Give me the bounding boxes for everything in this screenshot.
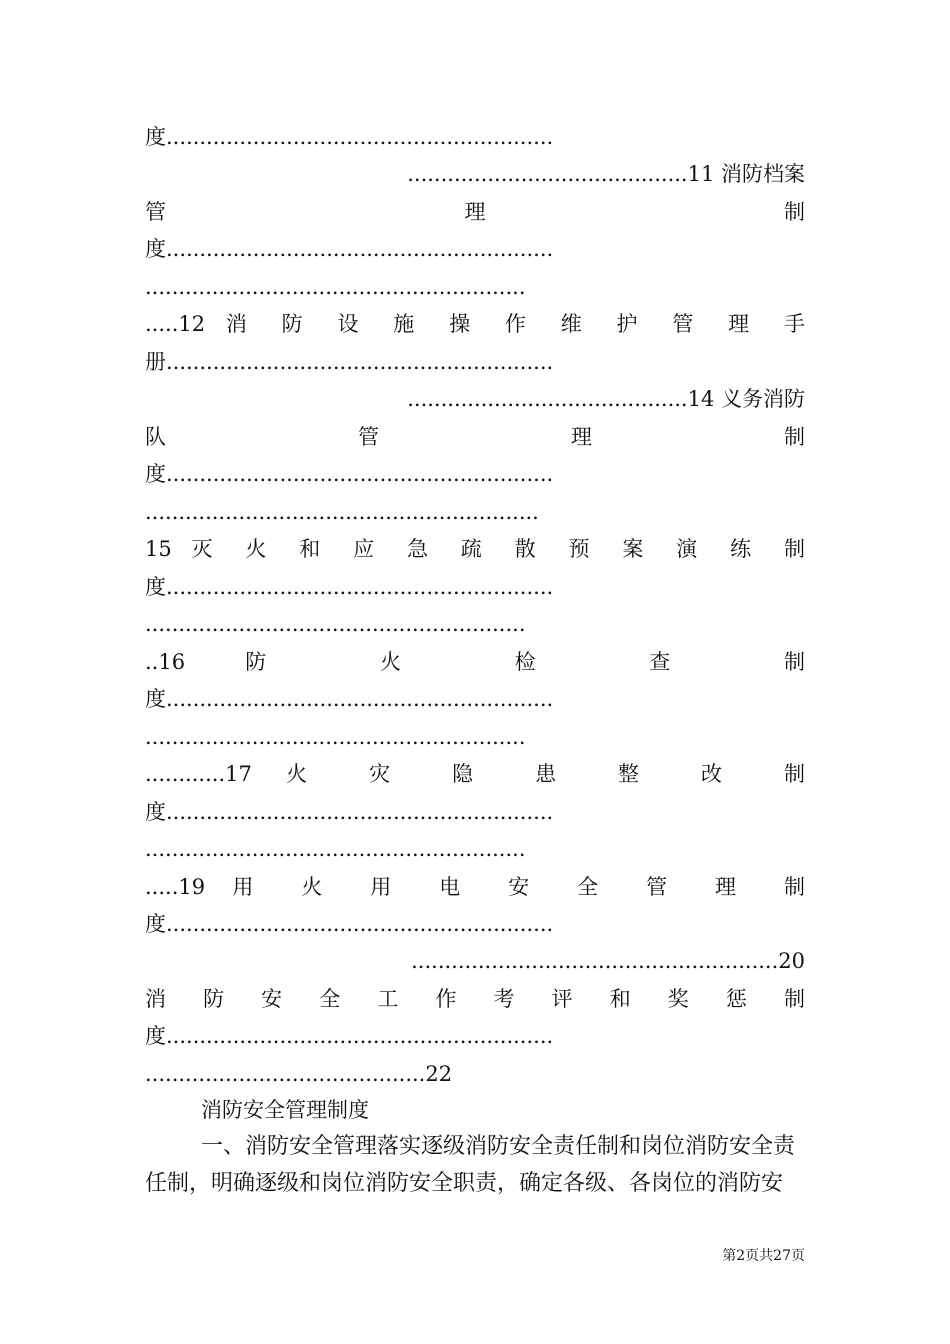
toc-line: ......................................................... — [145, 275, 526, 299]
toc-line: .....12 消 防 设 施 操 作 维 护 管 理 手 — [145, 312, 805, 336]
toc-line: ..16 防 火 检 查 制 — [145, 650, 805, 674]
toc-line: 度.......................................................... — [145, 575, 554, 599]
section-title: 消防安全管理制度 — [201, 1098, 369, 1122]
paragraph-line: 一、消防安全管理落实逐级消防安全责任制和岗位消防安全责 — [201, 1134, 796, 1159]
toc-line: ..........................................11 消防档案 — [407, 162, 805, 186]
toc-line: 册.......................................................... — [145, 350, 554, 374]
toc-line: 度.......................................................... — [145, 462, 554, 486]
toc-line: 度.......................................................... — [145, 1024, 554, 1048]
toc-line: ........................................................... — [145, 500, 539, 524]
toc-line: 管 理 制 — [145, 200, 805, 224]
toc-line: .....19 用 火 用 电 安 全 管 理 制 — [145, 875, 805, 899]
toc-line: ..........................................14 义务消防 — [407, 387, 805, 411]
toc-line: 度.......................................................... — [145, 800, 554, 824]
paragraph-line: 任制，明确逐级和岗位消防安全职责，确定各级、各岗位的消防安 — [145, 1171, 784, 1196]
toc-line: 15 灭 火 和 应 急 疏 散 预 案 演 练 制 — [145, 537, 805, 561]
toc-line: ......................................................... — [145, 612, 526, 636]
toc-line: 度.......................................................... — [145, 687, 554, 711]
toc-line: 队 管 理 制 — [145, 425, 805, 449]
toc-line: ..........................................22 — [145, 1062, 453, 1086]
toc-line: 度.......................................................... — [145, 912, 554, 936]
toc-line: 度.......................................................... — [145, 237, 554, 261]
toc-line: ......................................................... — [145, 837, 526, 861]
toc-line: ............17 火 灾 隐 患 整 改 制 — [145, 762, 805, 786]
page-number: 第2页共27页 — [722, 1248, 805, 1264]
toc-line: ......................................................... — [145, 725, 526, 749]
toc-line: 度.......................................................... — [145, 125, 554, 149]
toc-line: 消 防 安 全 工 作 考 评 和 奖 惩 制 — [145, 987, 805, 1011]
toc-line: .......................................................20 — [411, 949, 805, 973]
